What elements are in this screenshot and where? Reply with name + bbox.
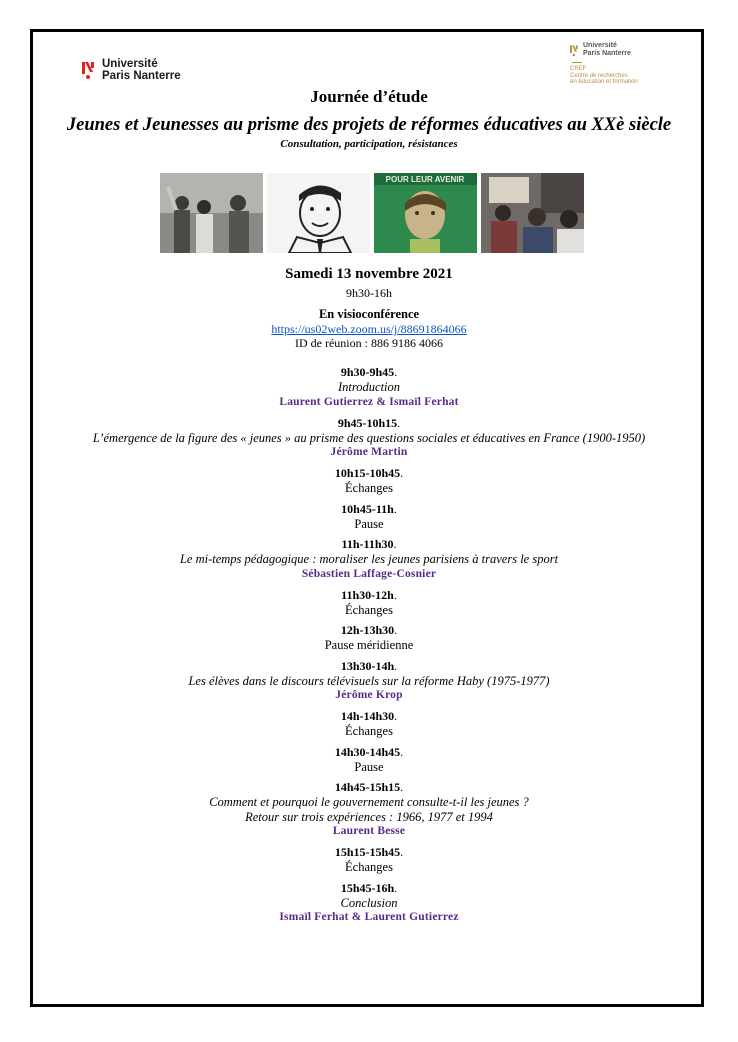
slot-title: Retour sur trois expériences : 1966, 1977 et 1994	[245, 809, 493, 824]
program-slot	[30, 745, 708, 775]
cref-acronym: CREF	[570, 66, 587, 72]
slot-time: 15h15-15h45.	[334, 845, 404, 859]
event-hours: 9h30-16h	[346, 286, 392, 300]
poster-caption: POUR LEUR AVENIR	[385, 175, 465, 184]
program-schedule	[30, 365, 708, 931]
cref-line2: en éducation et formation	[570, 79, 638, 85]
slot-speaker: Jérôme Martin	[330, 446, 408, 458]
logo-right-line1: Université	[583, 42, 617, 49]
program-slot	[30, 881, 708, 926]
slot-time: 9h45-10h15.	[337, 415, 401, 430]
slot-speaker: Sébastien Laffage-Cosnier	[301, 567, 437, 580]
slot-speaker: Ismaïl Ferhat & Laurent Gutierrez	[279, 911, 459, 923]
page-title: Journée d’étude	[310, 87, 428, 106]
logo-left-line2: Paris Nanterre	[102, 70, 181, 82]
slot-title: Les élèves dans le discours télévisuels sur la réforme Haby (1975-1977)	[188, 673, 550, 688]
event-tagline: Consultation, participation, résistances	[280, 138, 458, 150]
slot-speaker: Laurent Gutierrez & Ismaïl Ferhat	[279, 395, 459, 408]
group-photo	[160, 173, 263, 253]
program-slot	[30, 466, 708, 496]
slot-time: 10h15-10h45.	[334, 466, 404, 480]
slot-title: Pause méridienne	[324, 638, 414, 652]
slot-time: 14h-14h30.	[340, 709, 398, 723]
photo-strip	[160, 173, 584, 253]
poster-photo	[374, 173, 477, 253]
program-slot	[30, 588, 708, 618]
slot-time: 14h30-14h45.	[334, 744, 404, 759]
slot-time: 15h45-16h.	[340, 880, 398, 895]
slot-time: 9h30-9h45.	[340, 365, 398, 379]
program-slot	[30, 845, 708, 875]
event-mode: En visioconférence	[318, 307, 420, 321]
slot-title: Échanges	[345, 724, 393, 738]
program-slot	[30, 659, 708, 704]
program-slot	[30, 537, 708, 582]
slot-title: Introduction	[337, 380, 401, 394]
slot-title: Échanges	[345, 860, 393, 874]
slot-time: 10h45-11h.	[341, 501, 397, 516]
slot-title: Échanges	[345, 602, 393, 617]
boy-drawing	[267, 173, 370, 253]
program-slot	[30, 623, 708, 653]
meeting-id: ID de réunion : 886 9186 4066	[295, 336, 443, 350]
slot-title: Pause	[354, 759, 384, 774]
cref-line1: Centre de recherches	[570, 72, 628, 79]
slot-time: 12h-13h30.	[340, 623, 398, 637]
program-slot	[30, 780, 708, 839]
university-logo-left	[82, 58, 181, 82]
program-slot	[30, 502, 708, 532]
program-slot	[30, 709, 708, 739]
slot-title: L’émergence de la figure des « jeunes » au prisme des questions sociales et éducatives en France (1900-1950)	[92, 430, 646, 445]
logo-left-line1: Université	[102, 58, 158, 70]
slot-title: Le mi-temps pédagogique : moraliser les jeunes parisiens à travers le sport	[179, 552, 559, 566]
slot-title: Échanges	[345, 481, 393, 495]
slot-speaker: Jérôme Krop	[335, 689, 403, 701]
program-slot	[30, 416, 708, 461]
slot-speaker: Laurent Besse	[332, 825, 406, 837]
classroom-photo	[481, 173, 584, 253]
zoom-link[interactable]: https://us02web.zoom.us/j/88691864066	[271, 322, 467, 336]
university-logo-icon	[82, 60, 96, 80]
university-logo-small-icon	[570, 44, 579, 57]
slot-time: 11h-11h30.	[341, 537, 397, 551]
slot-time: 11h30-12h.	[341, 587, 397, 602]
event-subtitle: Jeunes et Jeunesses au prisme des projets de réformes éducatives au XXè siècle	[66, 115, 672, 135]
cref-logo-right	[570, 42, 638, 86]
slot-title: Pause	[354, 516, 384, 531]
slot-title: Comment et pourquoi le gouvernement consulte-t-il les jeunes ?	[209, 795, 529, 809]
logo-right-line2: Paris Nanterre	[583, 50, 631, 57]
slot-time: 13h30-14h.	[340, 658, 398, 673]
event-date: Samedi 13 novembre 2021	[285, 266, 453, 282]
slot-title: Conclusion	[340, 895, 398, 910]
program-slot	[30, 365, 708, 410]
slot-time: 14h45-15h15.	[334, 780, 404, 794]
